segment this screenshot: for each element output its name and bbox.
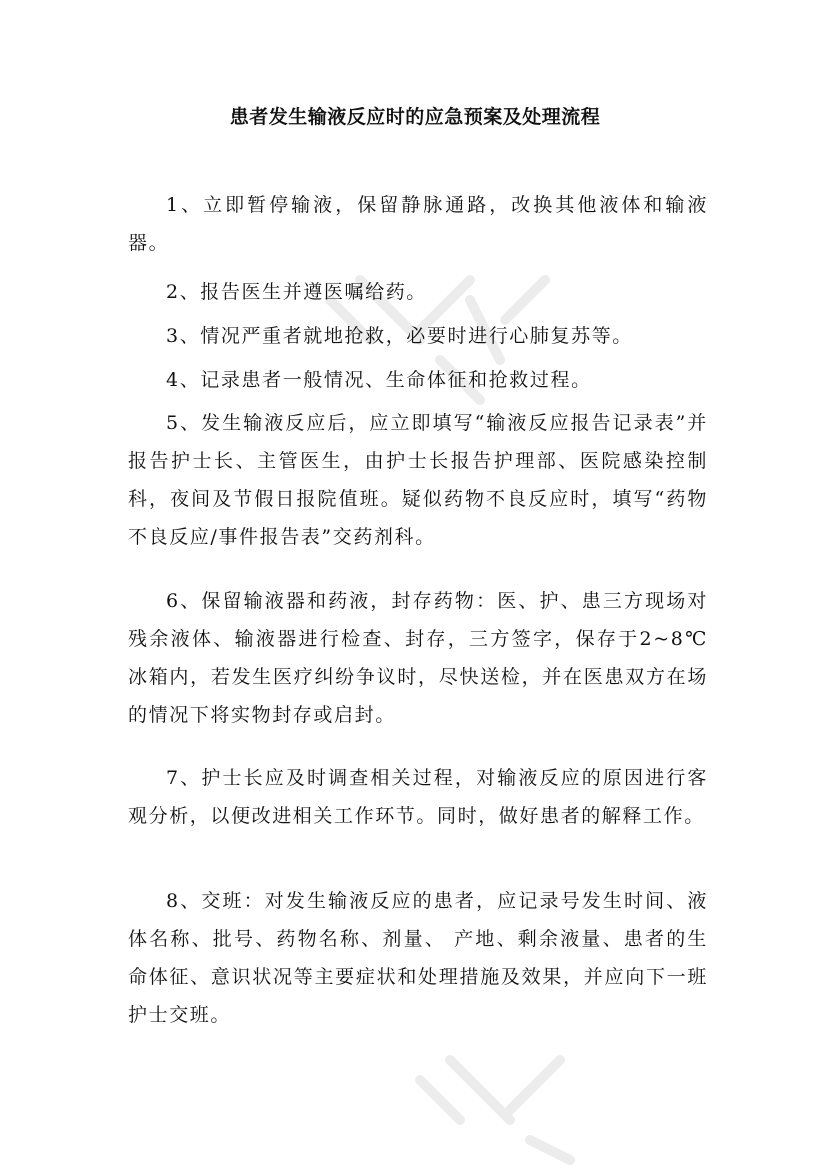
paragraph-5: 5、发生输液反应后，应立即填写“输液反应报告记录表”并报告护士长、主管医生，由护士长报告护理部、医院感染控制科，夜间及节假日报院值班。疑似药物不良反应时，填写“药物不良反应/事件报告表”交药剂科。: [128, 412, 708, 548]
paragraph-7: 7、护士长应及时调查相关过程，对输液反应的原因进行客观分析，以便改进相关工作环节。同时，做好患者的解释工作。: [128, 767, 708, 827]
paragraph-3: 3、情况严重者就地抢救，必要时进行心肺复苏等。: [166, 325, 633, 347]
document-title: 患者发生输液反应时的应急预案及处理流程: [229, 106, 601, 128]
paragraph-2: 2、报告医生并遵医嘱给药。: [166, 281, 427, 303]
paragraph-4: 4、记录患者一般情况、生命体征和抢救过程。: [166, 369, 592, 391]
paragraph-8: 8、交班：对发生输液反应的患者，应记录号发生时间、液体名称、批号、药物名称、剂量、 产地、剩余液量、患者的生命体征、意识状况等主要症状和处理措施及效果，并应向下一班护士交班。: [128, 890, 708, 1026]
paragraph-1: 1、立即暂停输液，保留静脉通路，改换其他液体和输液器。: [128, 194, 708, 254]
paragraph-6: 6、保留输液器和药液，封存药物：医、护、患三方现场对残余液体、输液器进行检查、封存，三方签字，保存于2~8℃冰箱内，若发生医疗纠纷争议时，尽快送检，并在医患双方在场的情况下将实物封存或启封。: [128, 590, 708, 726]
